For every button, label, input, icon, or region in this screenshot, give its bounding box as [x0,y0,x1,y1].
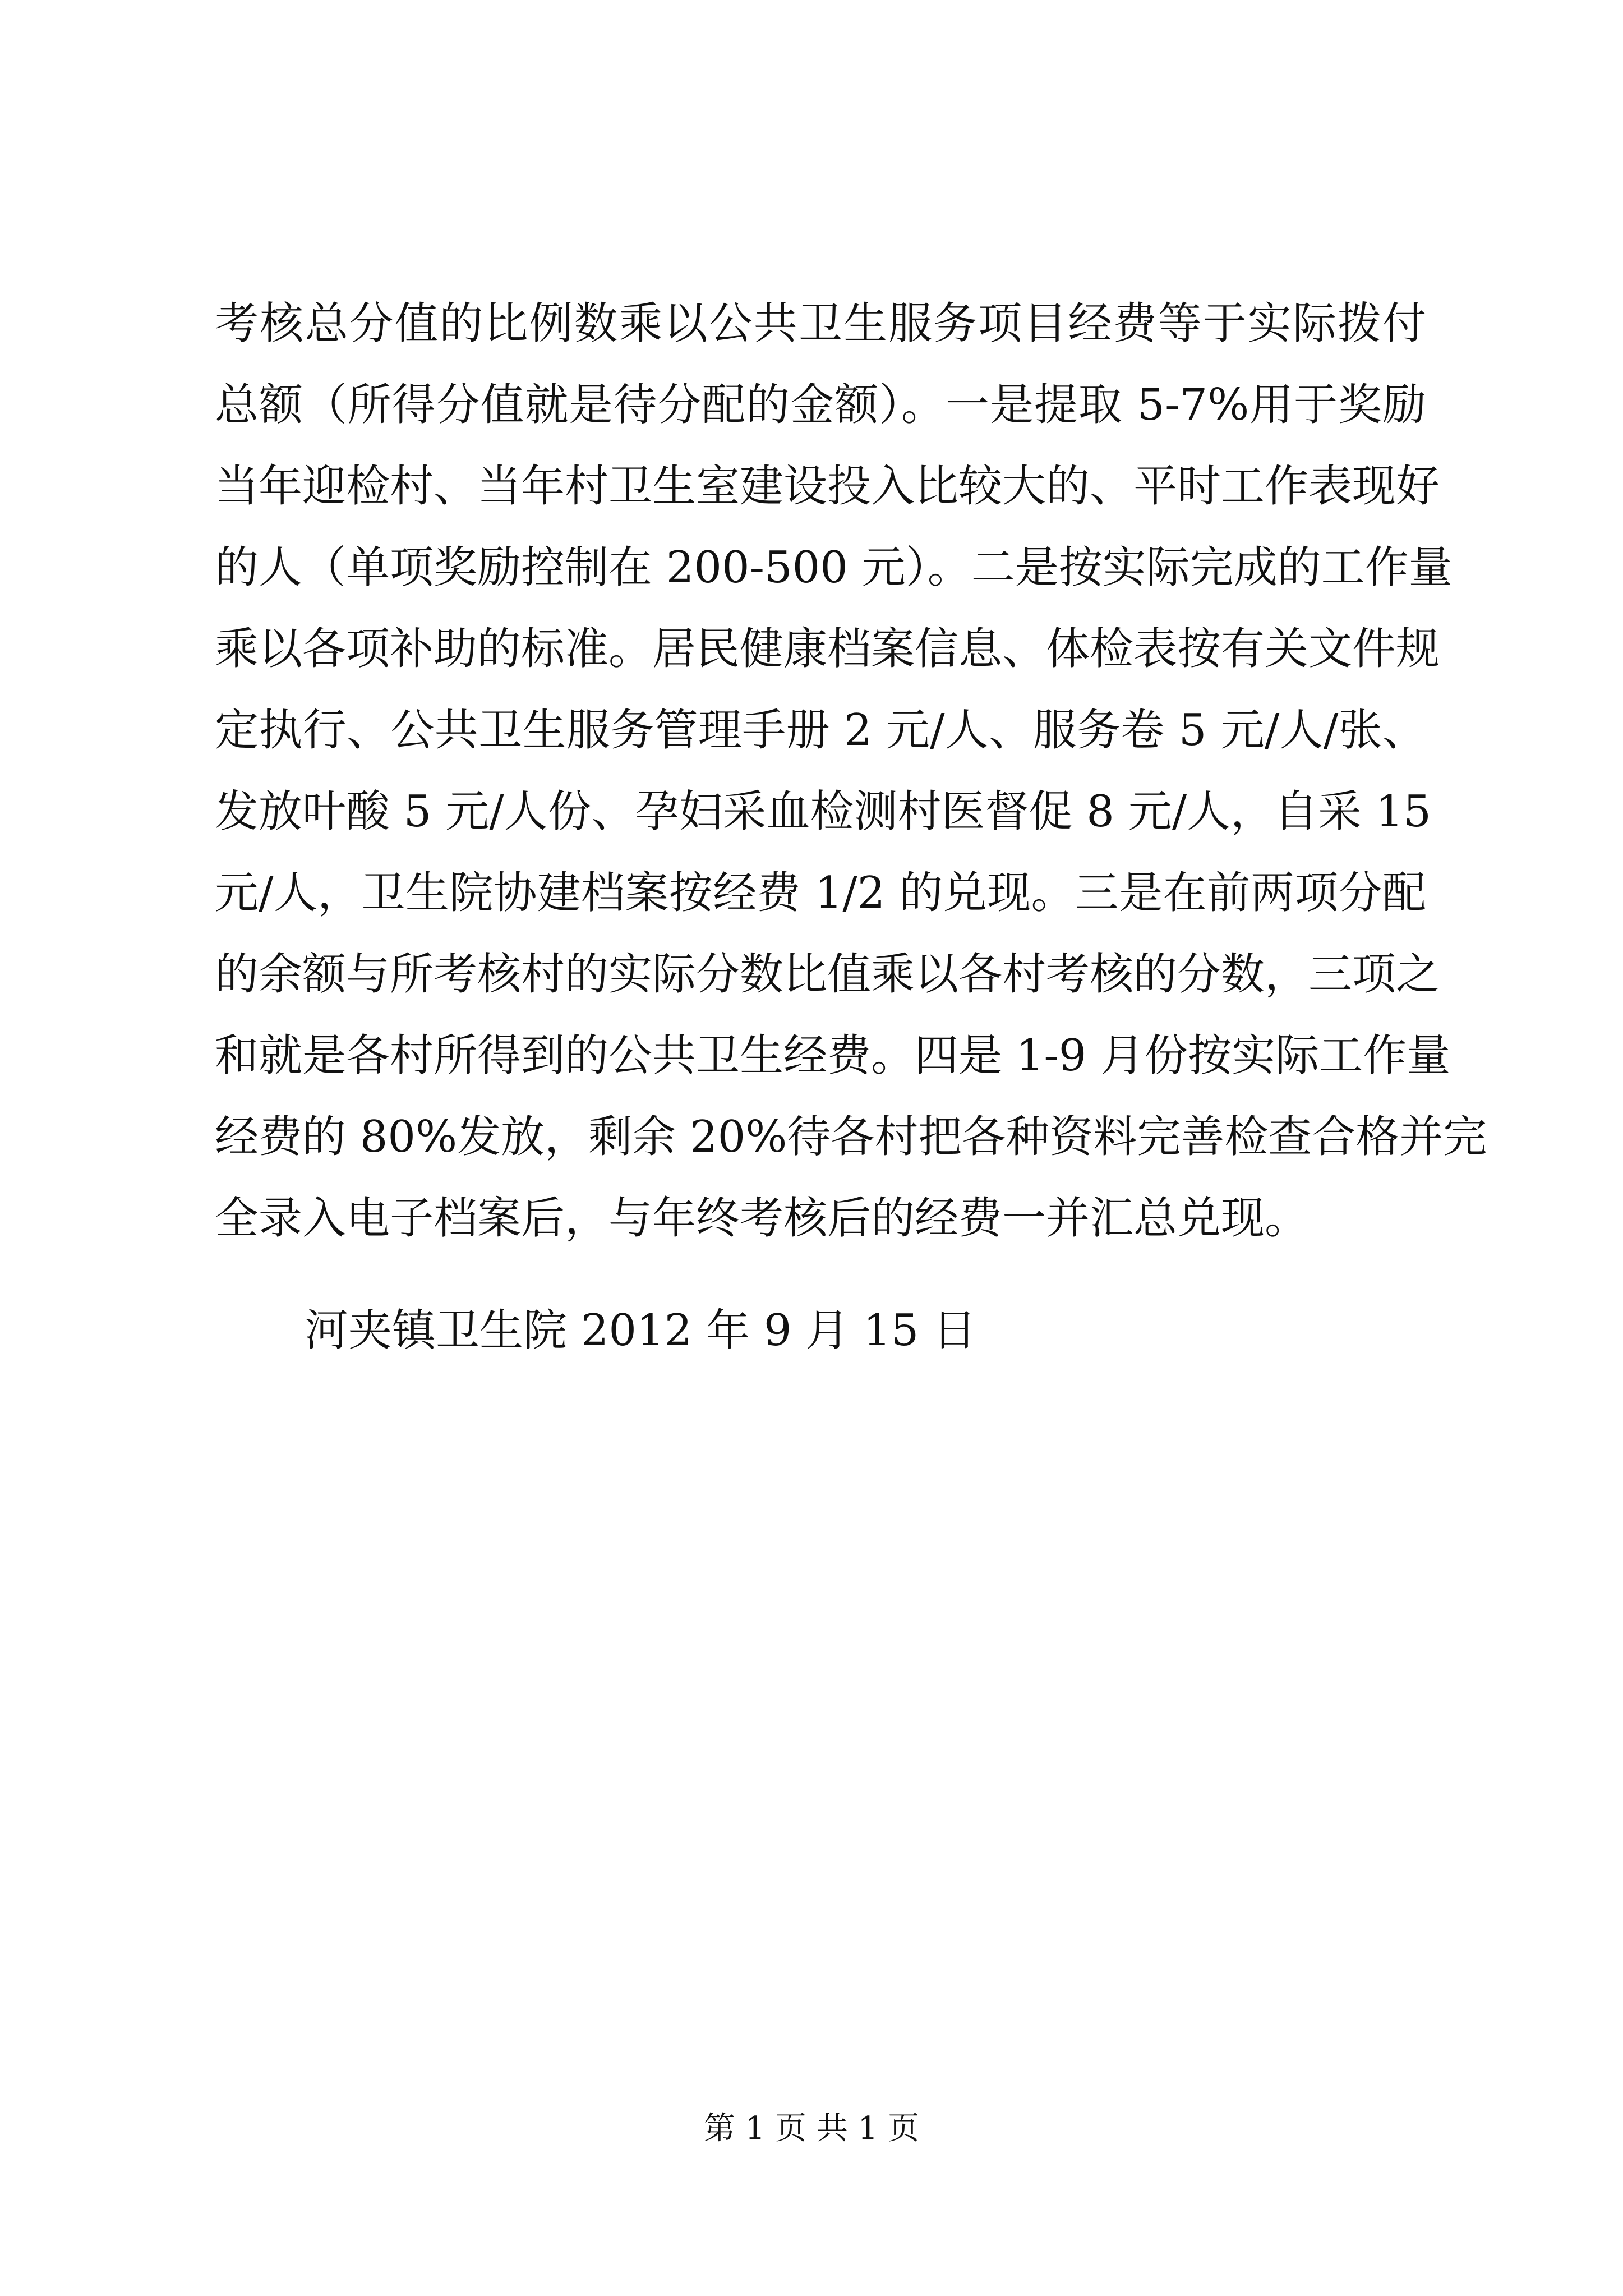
text-line: 的人（单项奖励控制在 200-500 元）。二是按实际完成的工作量 [215,542,1453,593]
text-line: 当年迎检村、当年村卫生室建设投入比较大的、平时工作表现好 [215,461,1440,512]
text-line: 总额（所得分值就是待分配的金额）。一是提取 5-7%用于奖励 [215,380,1426,430]
text-line: 考核总分值的比例数乘以公共卫生服务项目经费等于实际拨付 [215,298,1426,349]
text-line: 发放叶酸 5 元/人份、孕妇采血检测村医督促 8 元/人，自采 15 [215,786,1432,837]
text-line: 的余额与所考核村的实际分数比值乘以各村考核的分数，三项之 [215,949,1440,1000]
text-line: 经费的 80%发放，剩余 20%待各村把各种资料完善检查合格并完 [215,1112,1487,1162]
text-line: 和就是各村所得到的公共卫生经费。四是 1-9 月份按实际工作量 [215,1030,1451,1081]
text-line: 元/人，卫生院协建档案按经费 1/2 的兑现。三是在前两项分配 [215,868,1426,918]
text-line: 乘以各项补助的标准。居民健康档案信息、体检表按有关文件规 [215,624,1440,674]
page-footer: 第 1 页 共 1 页 [703,2110,920,2147]
body-paragraph [215,283,1487,1259]
text-line: 全录入电子档案后，与年终考核后的经费一并汇总兑现。 [215,1193,1309,1244]
text-line: 定执行、公共卫生服务管理手册 2 元/人、服务卷 5 元/人/张、 [215,705,1426,756]
signature-line: 河夹镇卫生院 2012 年 9 月 15 日 [305,1305,977,1356]
